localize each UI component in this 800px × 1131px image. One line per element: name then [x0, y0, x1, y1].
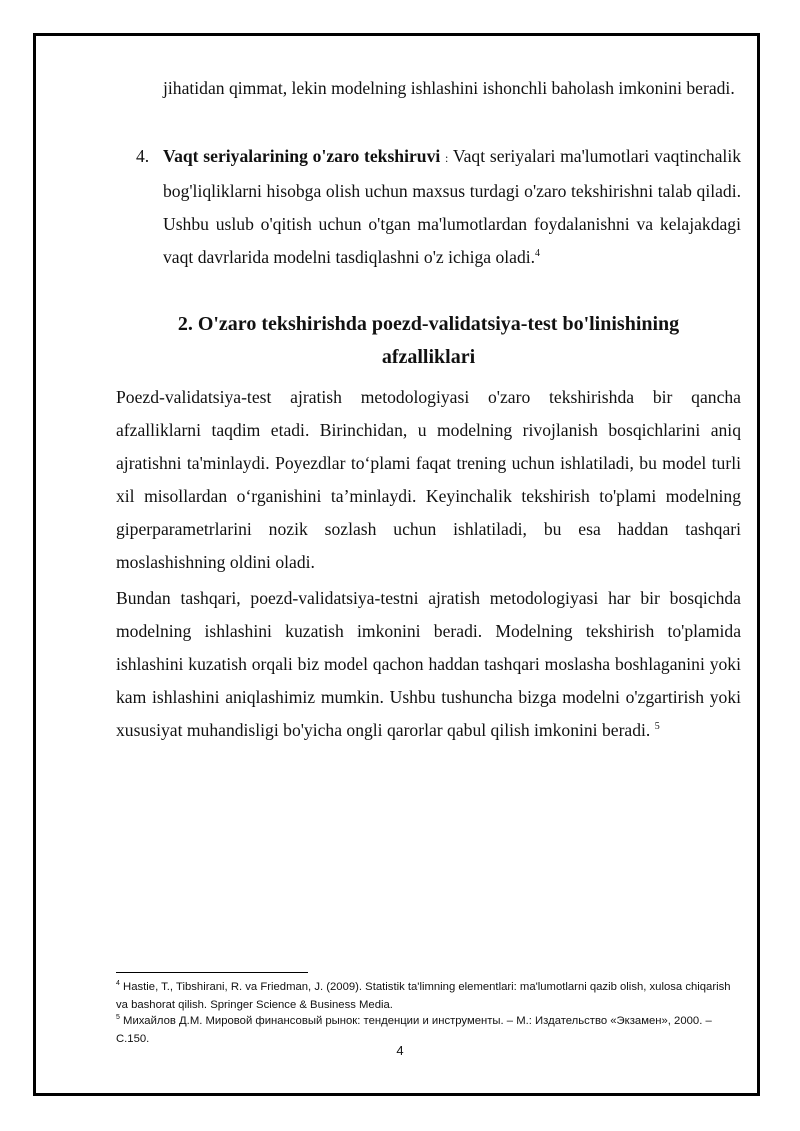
list-item-4 — [163, 140, 741, 274]
list-item-4-text: Vaqt seriyalari ma'lumotlari vaqtinchalik bog'liqliklarni hisobga olish uchun maxsus turdagi o'zaro tekshirishni talab qiladi. Ushbu uslub o'qitish uchun o'tgan ma'lumotlardan foydalanishni va kelajakdagi vaqt davrlarida modelni tasdiqlashni o'z ichiga oladi. — [163, 146, 742, 267]
footnote-ref-4: 4 — [535, 248, 541, 260]
paragraph-1: Poezd-validatsiya-test ajratish metodologiyasi o'zaro tekshirishda bir qancha afzalliklarni taqdim etadi. Birinchidan, u modelning rivojlanish bosqichlarini aniq ajratishni ta'minlaydi. Poyezdlar to‘plami faqat trening uchun ishlatiladi, bu model turli xil misollardan o‘rganishini ta’minlaydi. Keyinchalik tekshirish to'plami modelning giperparametrlarini nozik sozlash uchun ishlatiladi, bu esa haddan tashqari moslashishning oldini oladi. — [116, 387, 741, 572]
page-number: 4 — [396, 1043, 404, 1058]
list-item-4-number: 4. — [136, 146, 150, 166]
footnote-separator — [116, 972, 308, 973]
section-heading-line2: afzalliklari — [381, 346, 476, 368]
section-heading — [116, 308, 741, 374]
footnote-ref-5: 5 — [654, 721, 660, 733]
paragraph-2 — [116, 582, 741, 747]
list-item-4-term: Vaqt seriyalarining o'zaro tekshiruvi — [163, 146, 441, 166]
list-item-4-separator: : — [445, 151, 449, 165]
list-item-3-continuation: jihatidan qimmat, lekin modelning ishlashini ishonchli baholash imkonini beradi. — [163, 78, 735, 98]
footnote-4 — [116, 978, 741, 1014]
footnote-4-text: Hastie, T., Tibshirani, R. va Friedman, J. (2009). Statistik ta'limning elementlari: ma'lumotlarni qazib olish, xulosa chiqarish va bashorat qilish. Springer Science & Business Media. — [116, 981, 731, 1011]
footnote-4-mark: 4 — [116, 980, 120, 988]
paragraph-2-text: Bundan tashqari, poezd-validatsiya-testni ajratish metodologiyasi har bir bosqichda modelning ishlashini kuzatish imkonini beradi. Modelning tekshirish to'plamida ishlashini kuzatish orqali biz model qachon haddan tashqari moslasha boshlaganini yoki kam ishlashini aniqlashimiz mumkin. Ushbu tushuncha bizga modelni o'zgartirish yoki xususiyat muhandisligi bo'yicha ongli qarorlar qabul qilish imkonini beradi. — [116, 588, 741, 740]
section-heading-line1: 2. O'zaro tekshirishda poezd-validatsiya-test bo'linishining — [177, 313, 680, 335]
footnote-5-text: Михайлов Д.М. Мировой финансовый рынок: тенденции и инструменты. – М.: Издательство «Экзамен», 2000. – С.150. — [116, 1015, 712, 1045]
footnote-5 — [116, 1012, 741, 1048]
footnote-5-mark: 5 — [116, 1014, 120, 1022]
